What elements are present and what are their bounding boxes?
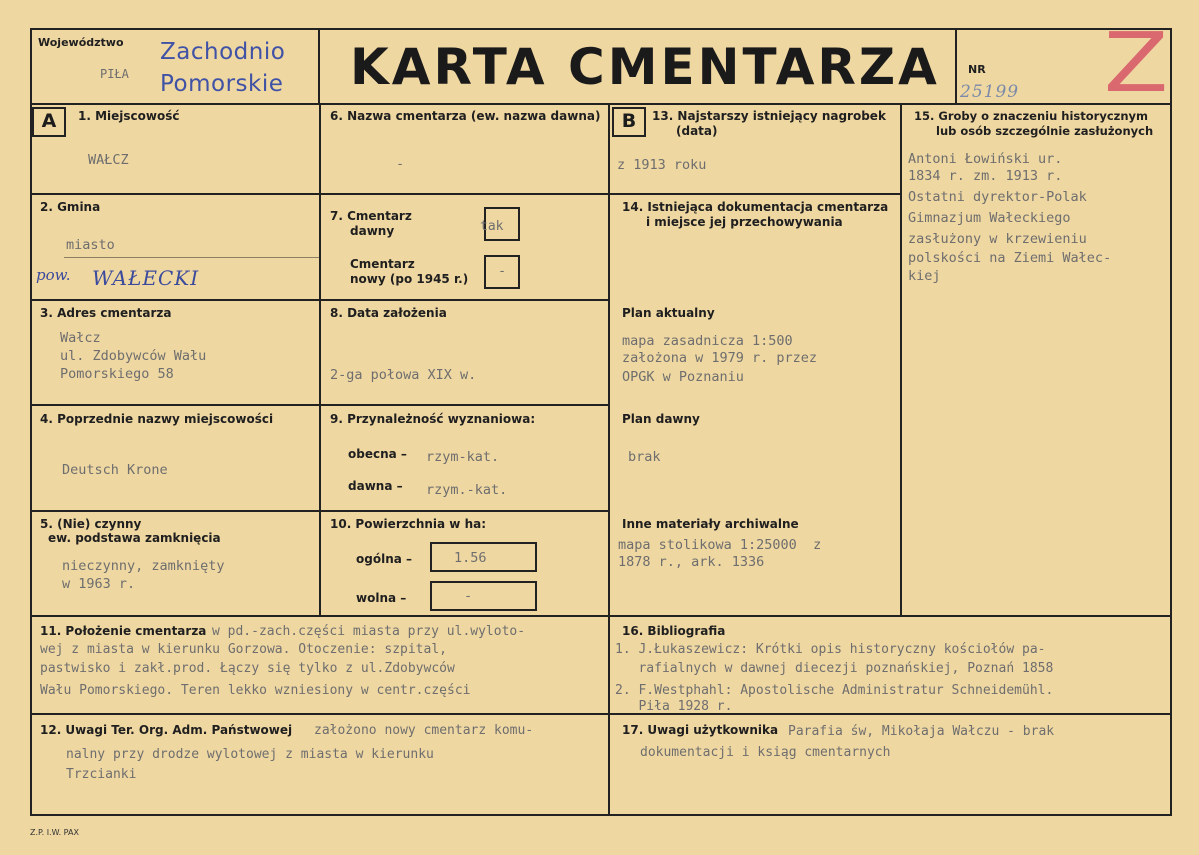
f10-wolna-box bbox=[430, 581, 537, 611]
f17-line2: dokumentacji i ksiąg cmentarnych bbox=[640, 745, 891, 760]
wojewodztwo-label: Województwo bbox=[38, 36, 124, 49]
row-line-b bbox=[609, 193, 901, 195]
f4-value: Deutsch Krone bbox=[62, 462, 168, 478]
f3-line3: Pomorskiego 58 bbox=[60, 366, 174, 382]
f9-dawna-value: rzym.-kat. bbox=[426, 482, 508, 498]
letter-mark: Z bbox=[1103, 16, 1169, 111]
nr-label: NR bbox=[968, 63, 986, 76]
f17-line1: Parafia św, Mikołaja Wałczu - brak bbox=[788, 724, 1055, 739]
f16-line1: 1. J.Łukaszewicz: Krótki opis historyczny kościołów pa- bbox=[615, 642, 1046, 657]
f16-line3: 2. F.Westphahl: Apostolische Administratur Schneidemühl. bbox=[615, 683, 1054, 698]
divider-stamp bbox=[318, 30, 320, 103]
f8-value: 2-ga połowa XIX w. bbox=[330, 367, 477, 383]
plan-aktualny-label: Plan aktualny bbox=[622, 306, 715, 320]
f11-label: 11. Położenie cmentarza bbox=[40, 624, 207, 638]
f5-label1: 5. (Nie) czynny bbox=[40, 517, 142, 531]
plan-aktualny-line1: mapa zasadnicza 1:500 bbox=[622, 333, 793, 349]
f15-line7: kiej bbox=[908, 268, 941, 284]
f13-value: z 1913 roku bbox=[617, 157, 707, 173]
row-line-5 bbox=[30, 615, 1172, 617]
divider-header bbox=[30, 103, 1172, 105]
f7-nowy-l1: Cmentarz bbox=[350, 257, 415, 271]
f9-obecna-label: obecna – bbox=[348, 447, 407, 461]
f9-dawna-label: dawna – bbox=[348, 479, 403, 493]
row-line-4 bbox=[30, 510, 610, 512]
f16-label: 16. Bibliografia bbox=[622, 624, 726, 638]
f4-label: 4. Poprzednie nazwy miejscowości bbox=[40, 412, 274, 426]
plan-aktualny-line2: założona w 1979 r. przez bbox=[622, 350, 818, 366]
f7-dawny-l1: 7. Cmentarz bbox=[330, 209, 412, 223]
pila-typed: PIŁA bbox=[100, 67, 129, 81]
f15-line5: zasłużony w krzewieniu bbox=[908, 231, 1087, 247]
f10-ogolna-value: 1.56 bbox=[454, 550, 487, 566]
f9-label: 9. Przynależność wyznaniowa: bbox=[330, 412, 536, 426]
f2-hand-prefix: pow. bbox=[36, 266, 71, 284]
f12-line3: Trzcianki bbox=[66, 767, 137, 782]
f3-label: 3. Adres cmentarza bbox=[40, 306, 172, 320]
stamp-line2: Pomorskie bbox=[160, 71, 284, 97]
f2-hand-value: WAŁECKI bbox=[92, 266, 200, 290]
f2-underline bbox=[64, 257, 319, 258]
f1-value: WAŁCZ bbox=[88, 152, 129, 168]
f12-line2: nalny przy drodze wylotowej z miasta w kierunku bbox=[66, 747, 434, 762]
inne-line1: mapa stolikowa 1:25000 z bbox=[618, 537, 822, 553]
f10-wolna-label: wolna – bbox=[356, 591, 407, 605]
f15-label1: 15. Groby o znaczeniu historycznym bbox=[914, 109, 1149, 123]
plan-dawny-label: Plan dawny bbox=[622, 412, 700, 426]
f11-line2: wej z miasta w kierunku Gorzowa. Otoczenie: szpital, bbox=[40, 642, 447, 657]
divider-nr bbox=[955, 30, 957, 103]
f2-label: 2. Gmina bbox=[40, 200, 101, 214]
f15-label2: lub osób szczególnie zasłużonych bbox=[936, 124, 1154, 138]
divider-col1 bbox=[319, 105, 321, 617]
f15-line6: polskości na Ziemi Wałec- bbox=[908, 250, 1112, 266]
f11-line4: Wału Pomorskiego. Teren lekko wzniesiony w centr.części bbox=[40, 683, 471, 698]
f7-dawny-l2: dawny bbox=[350, 224, 395, 238]
f10-wolna-value: - bbox=[464, 588, 473, 604]
plan-aktualny-line3: OPGK w Poznaniu bbox=[622, 369, 744, 385]
f6-label: 6. Nazwa cmentarza (ew. nazwa dawna) bbox=[330, 109, 601, 123]
f17-label: 17. Uwagi użytkownika bbox=[622, 723, 779, 737]
row-line-6 bbox=[30, 713, 1172, 715]
inne-label: Inne materiały archiwalne bbox=[622, 517, 799, 531]
f14-label1: 14. Istniejąca dokumentacja cmentarza bbox=[622, 200, 889, 214]
stamp-line1: Zachodnio bbox=[160, 39, 286, 65]
card-title: KARTA CMENTARZA bbox=[350, 38, 940, 96]
f12-label: 12. Uwagi Ter. Org. Adm. Państwowej bbox=[40, 723, 293, 737]
f11-line3: pastwisko i zakł.prod. Łączy się tylko z ul.Zdobywców bbox=[40, 661, 455, 676]
section-a-box: A bbox=[32, 107, 66, 137]
row-line-2 bbox=[30, 299, 610, 301]
f5-line2: w 1963 r. bbox=[62, 576, 136, 592]
f13-label1: 13. Najstarszy istniejący nagrobek bbox=[652, 109, 886, 123]
f8-label: 8. Data założenia bbox=[330, 306, 447, 320]
f10-label: 10. Powierzchnia w ha: bbox=[330, 517, 487, 531]
printer-mark: Z.P. I.W. PAX bbox=[30, 828, 79, 837]
f16-line2: rafialnych w dawnej diecezji poznańskiej, Poznań 1858 bbox=[615, 661, 1054, 676]
divider-col2 bbox=[608, 105, 610, 814]
row-line-1 bbox=[30, 193, 610, 195]
f15-line4: Gimnazjum Wałeckiego bbox=[908, 210, 1071, 226]
row-line-3 bbox=[30, 404, 610, 406]
f13-label2: (data) bbox=[676, 124, 718, 138]
f15-line1: Antoni Łowiński ur. bbox=[908, 151, 1063, 167]
f6-value: - bbox=[396, 156, 405, 172]
f7-nowy-value: - bbox=[498, 263, 507, 279]
f10-ogolna-label: ogólna – bbox=[356, 552, 413, 566]
nr-value: 25199 bbox=[960, 82, 1020, 102]
f15-line2: 1834 r. zm. 1913 r. bbox=[908, 168, 1063, 184]
f7-dawny-value: tak bbox=[480, 219, 504, 234]
f3-line2: ul. Zdobywców Wału bbox=[60, 348, 207, 364]
f3-line1: Wałcz bbox=[60, 330, 101, 346]
f14-label2: i miejsce jej przechowywania bbox=[646, 215, 843, 229]
f12-line1: założono nowy cmentarz komu- bbox=[314, 723, 534, 738]
f15-line3: Ostatni dyrektor-Polak bbox=[908, 189, 1087, 205]
inne-line2: 1878 r., ark. 1336 bbox=[618, 554, 765, 570]
divider-col3 bbox=[900, 105, 902, 617]
f9-obecna-value: rzym-kat. bbox=[426, 449, 500, 465]
f1-label: 1. Miejscowość bbox=[78, 109, 180, 123]
f2-value: miasto bbox=[66, 237, 115, 253]
f5-line1: nieczynny, zamknięty bbox=[62, 558, 225, 574]
plan-dawny-value: brak bbox=[628, 449, 661, 465]
section-b-box: B bbox=[612, 107, 646, 137]
f11-line1: w pd.-zach.części miasta przy ul.wyloto- bbox=[212, 624, 526, 639]
f16-line4: Piła 1928 r. bbox=[615, 699, 733, 714]
f5-label2: ew. podstawa zamknięcia bbox=[48, 531, 221, 545]
f7-nowy-l2: nowy (po 1945 r.) bbox=[350, 272, 469, 286]
